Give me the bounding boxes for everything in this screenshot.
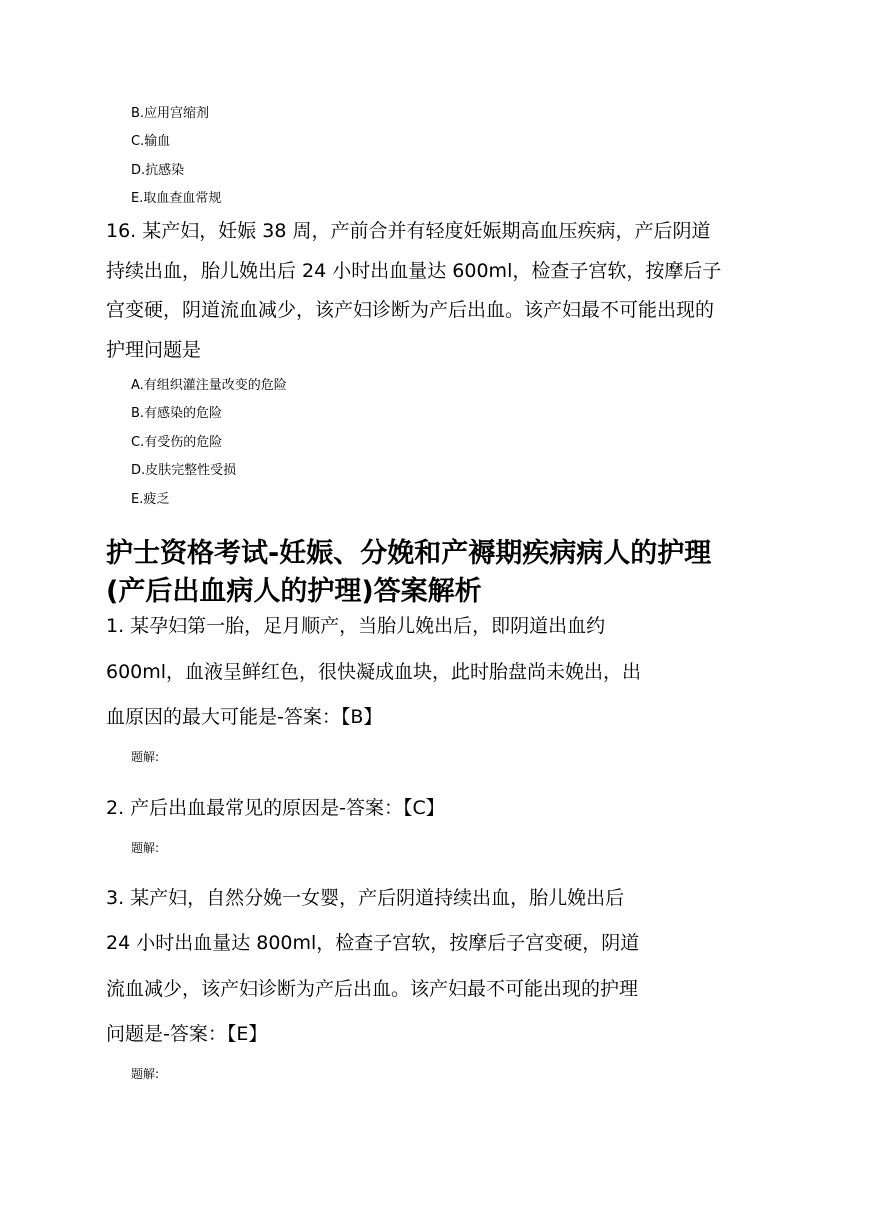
answer-3-line-3: 流血减少，该产妇诊断为产后出血。该产妇最不可能出现的护理: [106, 978, 639, 1000]
answer-2-explanation: 题解:: [131, 841, 160, 855]
answer-1-explanation: 题解:: [131, 750, 160, 764]
q16-option-a: A.有组织灌注量改变的危险: [131, 378, 287, 393]
q15-option-d: D.抗感染: [131, 163, 185, 178]
section-title-line-1: 护士资格考试-妊娠、分娩和产褥期疾病病人的护理: [106, 538, 712, 569]
q16-option-d: D.皮肤完整性受损: [131, 463, 237, 478]
answer-3-line-1: 3. 某产妇，自然分娩一女婴，产后阴道持续出血，胎儿娩出后: [106, 887, 625, 909]
answer-1-line-2: 600ml，血液呈鲜红色，很快凝成血块，此时胎盘尚未娩出，出: [106, 661, 642, 683]
answer-3-line-2: 24 小时出血量达 800ml，检查子宫软，按摩后子宫变硬，阴道: [106, 932, 640, 954]
answer-2-line-1: 2. 产后出血最常见的原因是-答案：【C】: [106, 797, 445, 819]
q16-option-b: B.有感染的危险: [131, 406, 223, 421]
q15-option-b: B.应用宫缩剂: [131, 106, 210, 121]
q16-line-2: 持续出血，胎儿娩出后 24 小时出血量达 600ml，检查子宫软，按摩后子: [106, 260, 722, 282]
q16-line-4: 护理问题是: [106, 339, 202, 361]
q16-line-3: 宫变硬，阴道流血减少，该产妇诊断为产后出血。该产妇最不可能出现的: [106, 299, 715, 321]
q16-option-e: E.疲乏: [131, 492, 170, 507]
answer-1-line-3: 血原因的最大可能是-答案：【B】: [106, 706, 383, 728]
answer-3-explanation: 题解:: [131, 1067, 160, 1081]
q15-option-c: C.输血: [131, 134, 171, 149]
q16-line-1: 16. 某产妇，妊娠 38 周，产前合并有轻度妊娠期高血压疾病，产后阴道: [106, 220, 711, 242]
section-title-line-2: (产后出血病人的护理)答案解析: [106, 576, 482, 607]
answer-1-line-1: 1. 某孕妇第一胎，足月顺产，当胎儿娩出后，即阴道出血约: [106, 615, 606, 637]
answer-3-line-4: 问题是-答案：【E】: [106, 1023, 268, 1045]
q16-option-c: C.有受伤的危险: [131, 435, 223, 450]
q15-option-e: E.取血查血常规: [131, 191, 222, 206]
